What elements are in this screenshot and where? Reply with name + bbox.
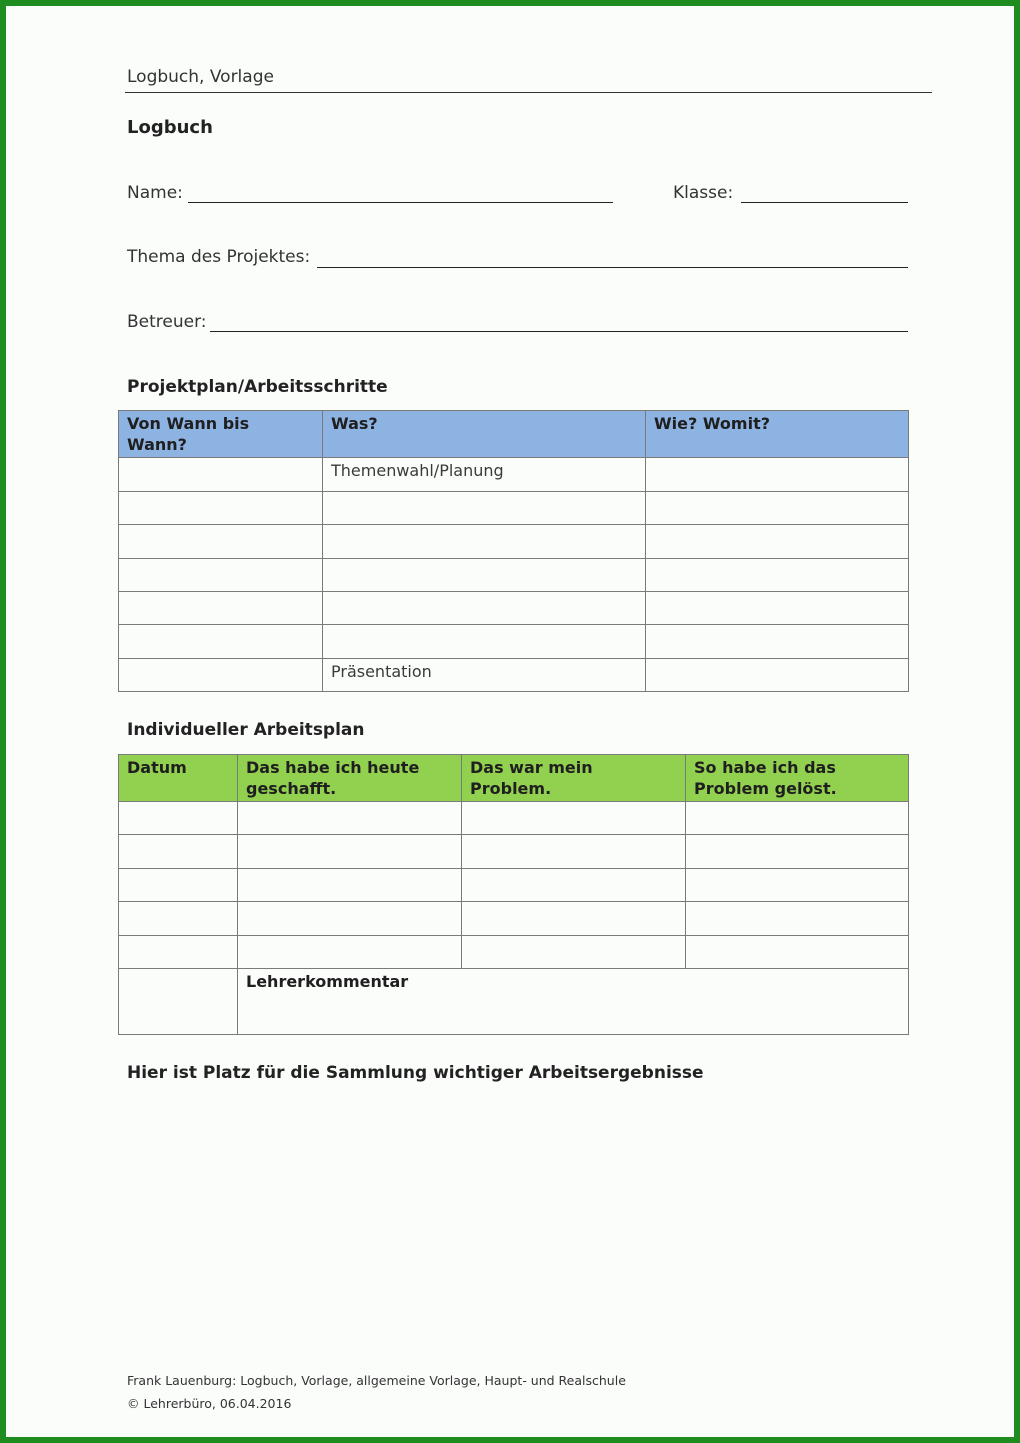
table-row xyxy=(119,458,909,492)
table-cell[interactable] xyxy=(462,902,686,936)
table-row xyxy=(119,592,909,625)
teacher-comment-label: Lehrerkommentar xyxy=(246,972,409,991)
table-cell[interactable] xyxy=(119,802,238,835)
table-cell[interactable] xyxy=(462,835,686,869)
projektplan-header-row xyxy=(119,411,909,458)
footer-copyright-line: © Lehrerbüro, 06.04.2016 xyxy=(127,1396,292,1411)
betreuer-label: Betreuer: xyxy=(127,312,207,332)
table-cell[interactable] xyxy=(462,802,686,835)
table-cell[interactable]: Präsentation xyxy=(323,659,646,692)
results-space-title: Hier ist Platz für die Sammlung wichtiger Arbeitsergebnisse xyxy=(127,1063,704,1083)
table-cell[interactable] xyxy=(686,835,909,869)
table-cell[interactable] xyxy=(686,936,909,969)
table-cell[interactable] xyxy=(646,659,909,692)
table-cell[interactable] xyxy=(119,525,323,559)
table-row xyxy=(119,936,909,969)
header-cell: Wie? Womit? xyxy=(646,411,909,458)
table-row xyxy=(119,559,909,592)
table-cell[interactable] xyxy=(686,869,909,902)
table-cell[interactable] xyxy=(323,592,646,625)
table-cell[interactable] xyxy=(646,625,909,659)
header-cell: Was? xyxy=(323,411,646,458)
table-cell[interactable] xyxy=(462,936,686,969)
table-cell[interactable] xyxy=(119,559,323,592)
table-cell[interactable] xyxy=(238,936,462,969)
table-cell[interactable] xyxy=(238,835,462,869)
name-label: Name: xyxy=(127,183,183,203)
table-cell[interactable] xyxy=(119,835,238,869)
header-cell: Datum xyxy=(119,755,238,802)
table-row xyxy=(119,492,909,525)
table-cell[interactable] xyxy=(323,559,646,592)
header-cell: So habe ich das Problem gelöst. xyxy=(686,755,909,802)
table-cell[interactable] xyxy=(238,802,462,835)
table-row xyxy=(119,525,909,559)
comment-row xyxy=(119,969,909,1035)
table-cell[interactable] xyxy=(119,659,323,692)
table-cell[interactable] xyxy=(238,869,462,902)
teacher-comment-cell[interactable] xyxy=(238,969,909,1035)
header-cell: Das habe ich heute geschafft. xyxy=(238,755,462,802)
table-cell[interactable] xyxy=(119,936,238,969)
table-cell[interactable] xyxy=(119,969,238,1035)
thema-label: Thema des Projektes: xyxy=(127,247,311,267)
table-cell[interactable] xyxy=(119,492,323,525)
header-cell: Von Wann bis Wann? xyxy=(119,411,323,458)
table-row xyxy=(119,869,909,902)
projektplan-table xyxy=(118,410,909,692)
table-cell[interactable] xyxy=(646,592,909,625)
table-cell[interactable] xyxy=(323,625,646,659)
table-cell[interactable] xyxy=(119,458,323,492)
table-cell[interactable] xyxy=(238,902,462,936)
table-cell[interactable] xyxy=(119,625,323,659)
table-cell[interactable] xyxy=(462,869,686,902)
header-rule xyxy=(125,92,932,93)
header-cell: Das war mein Problem. xyxy=(462,755,686,802)
table-cell[interactable]: Themenwahl/Planung xyxy=(323,458,646,492)
table-cell[interactable] xyxy=(686,802,909,835)
table-cell[interactable] xyxy=(323,525,646,559)
klasse-label: Klasse: xyxy=(673,183,734,203)
header-text: Logbuch, Vorlage xyxy=(127,67,274,87)
table-cell[interactable] xyxy=(686,902,909,936)
arbeitsplan-header-row xyxy=(119,755,909,802)
table-row xyxy=(119,802,909,835)
betreuer-field[interactable] xyxy=(210,331,908,332)
table-cell[interactable] xyxy=(119,869,238,902)
thema-field[interactable] xyxy=(317,267,908,268)
name-field[interactable] xyxy=(188,202,613,203)
table-cell[interactable] xyxy=(646,492,909,525)
table-cell[interactable] xyxy=(646,559,909,592)
klasse-field[interactable] xyxy=(741,202,908,203)
arbeitsplan-title: Individueller Arbeitsplan xyxy=(127,720,365,740)
table-cell[interactable] xyxy=(646,525,909,559)
table-row xyxy=(119,625,909,659)
table-cell[interactable] xyxy=(323,492,646,525)
projektplan-title: Projektplan/Arbeitsschritte xyxy=(127,377,388,397)
table-cell[interactable] xyxy=(646,458,909,492)
document-title: Logbuch xyxy=(127,117,213,138)
table-row xyxy=(119,659,909,692)
arbeitsplan-table xyxy=(118,754,909,1035)
table-cell[interactable] xyxy=(119,592,323,625)
table-row xyxy=(119,902,909,936)
table-row xyxy=(119,835,909,869)
footer-author-line: Frank Lauenburg: Logbuch, Vorlage, allgemeine Vorlage, Haupt- und Realschule xyxy=(127,1373,626,1388)
table-cell[interactable] xyxy=(119,902,238,936)
